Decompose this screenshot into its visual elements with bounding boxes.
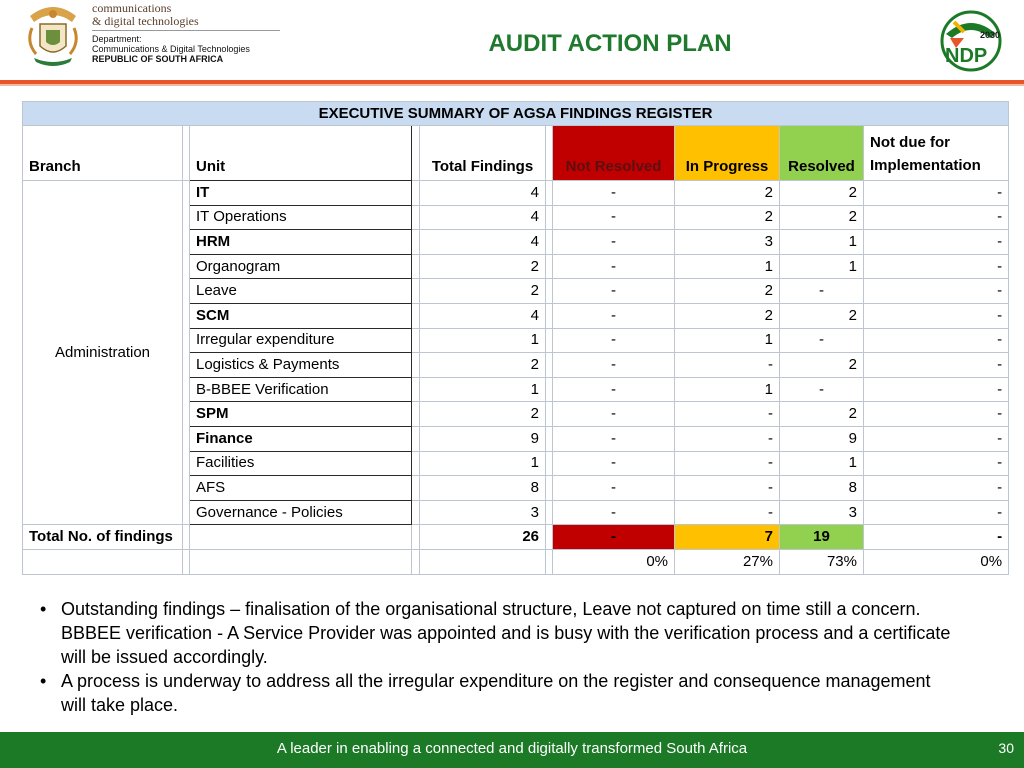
col-not-due xyxy=(864,126,1009,181)
not-resolved-cell: - xyxy=(553,500,675,525)
not-resolved-cell: - xyxy=(553,476,675,501)
not-due-cell: - xyxy=(864,500,1009,525)
not-resolved-cell: - xyxy=(553,451,675,476)
in-progress-cell: 1 xyxy=(675,328,780,353)
unit-cell: IT xyxy=(190,181,412,206)
note-item xyxy=(40,669,960,717)
not-resolved-cell: - xyxy=(553,230,675,255)
total-cell: 1 xyxy=(420,328,546,353)
pct-resolved: 73% xyxy=(780,549,864,574)
bullet-icon: • xyxy=(40,599,47,619)
in-progress-cell: - xyxy=(675,402,780,427)
totals-label: Total No. of findings xyxy=(23,525,183,550)
total-cell: 2 xyxy=(420,353,546,378)
not-due-cell: - xyxy=(864,476,1009,501)
not-due-cell: - xyxy=(864,402,1009,427)
totals-row xyxy=(23,525,1009,550)
in-progress-cell: - xyxy=(675,476,780,501)
ndp-text: NDP xyxy=(945,45,988,67)
col-total: Total Findings xyxy=(420,126,546,181)
total-cell: 8 xyxy=(420,476,546,501)
in-progress-cell: - xyxy=(675,500,780,525)
not-due-cell: - xyxy=(864,303,1009,328)
page-number: 30 xyxy=(998,740,1014,756)
brand-divider xyxy=(92,30,280,31)
unit-cell: AFS xyxy=(190,476,412,501)
not-resolved-cell: - xyxy=(553,353,675,378)
in-progress-cell: 1 xyxy=(675,254,780,279)
total-cell: 1 xyxy=(420,377,546,402)
page-title: AUDIT ACTION PLAN xyxy=(488,30,732,57)
not-resolved-cell: - xyxy=(553,181,675,206)
dept-label: Department: xyxy=(92,34,142,44)
unit-cell: Finance xyxy=(190,426,412,451)
not-due-cell: - xyxy=(864,451,1009,476)
resolved-cell: 3 xyxy=(780,500,864,525)
in-progress-cell: - xyxy=(675,426,780,451)
totals-not-resolved: - xyxy=(553,525,675,550)
not-due-cell: - xyxy=(864,426,1009,451)
unit-cell: Irregular expenditure xyxy=(190,328,412,353)
total-cell: 4 xyxy=(420,205,546,230)
not-due-cell: - xyxy=(864,181,1009,206)
not-due-cell: - xyxy=(864,377,1009,402)
totals-total: 26 xyxy=(420,525,546,550)
bullet-icon: • xyxy=(40,671,47,691)
unit-cell: Leave xyxy=(190,279,412,304)
coat-of-arms-logo xyxy=(22,2,84,68)
not-resolved-cell: - xyxy=(553,426,675,451)
resolved-cell: 1 xyxy=(780,254,864,279)
unit-cell: HRM xyxy=(190,230,412,255)
not-resolved-cell: - xyxy=(553,205,675,230)
not-due-cell: - xyxy=(864,230,1009,255)
notes-list xyxy=(40,597,960,717)
not-due-cell: - xyxy=(864,328,1009,353)
unit-cell: Organogram xyxy=(190,254,412,279)
in-progress-cell: 2 xyxy=(675,181,780,206)
total-cell: 1 xyxy=(420,451,546,476)
col-unit: Unit xyxy=(190,126,412,181)
table-header-row xyxy=(23,126,1009,181)
slide-footer xyxy=(0,732,1024,768)
resolved-cell: 8 xyxy=(780,476,864,501)
resolved-cell: - xyxy=(780,328,864,353)
not-due-cell: - xyxy=(864,353,1009,378)
total-cell: 9 xyxy=(420,426,546,451)
col-not-resolved: Not Resolved xyxy=(553,126,675,181)
col-resolved: Resolved xyxy=(780,126,864,181)
pct-in-progress: 27% xyxy=(675,549,780,574)
country-name: REPUBLIC OF SOUTH AFRICA xyxy=(92,54,224,64)
col-in-progress: In Progress xyxy=(675,126,780,181)
slide-header xyxy=(0,0,1024,84)
resolved-cell: 2 xyxy=(780,205,864,230)
dept-name: Communications & Digital Technologies xyxy=(92,44,250,54)
footer-tagline: A leader in enabling a connected and digitally transformed South Africa xyxy=(276,740,748,757)
header-divider-shadow xyxy=(0,84,1024,86)
pct-not-due: 0% xyxy=(864,549,1009,574)
resolved-cell: - xyxy=(780,279,864,304)
not-resolved-cell: - xyxy=(553,377,675,402)
not-resolved-cell: - xyxy=(553,328,675,353)
unit-cell: Governance - Policies xyxy=(190,500,412,525)
total-cell: 4 xyxy=(420,181,546,206)
table-row xyxy=(23,181,1009,206)
in-progress-cell: 1 xyxy=(675,377,780,402)
not-resolved-cell: - xyxy=(553,402,675,427)
note-item xyxy=(40,597,960,669)
not-due-cell: - xyxy=(864,279,1009,304)
note-text: Outstanding findings – finalisation of the organisational structure, Leave not captured on time still a concern. BBBEE verification - A Service Provider was appointed and is busy with the verification process and a certificate will be issued accordingly. xyxy=(61,599,951,667)
summary-table xyxy=(22,101,1009,575)
unit-cell: IT Operations xyxy=(190,205,412,230)
brand-line-2: & digital technologies xyxy=(92,14,199,28)
unit-cell: Logistics & Payments xyxy=(190,353,412,378)
not-due-cell: - xyxy=(864,254,1009,279)
table-body xyxy=(23,181,1009,525)
brand-line-1: communications xyxy=(92,1,172,15)
total-cell: 2 xyxy=(420,254,546,279)
in-progress-cell: 2 xyxy=(675,303,780,328)
not-resolved-cell: - xyxy=(553,279,675,304)
percentages-row xyxy=(23,549,1009,574)
total-cell: 4 xyxy=(420,303,546,328)
in-progress-cell: - xyxy=(675,353,780,378)
totals-in-progress: 7 xyxy=(675,525,780,550)
note-text: A process is underway to address all the irregular expenditure on the register and consequence management will take place. xyxy=(61,671,931,715)
resolved-cell: 1 xyxy=(780,230,864,255)
col-not-due-line1: Not due for xyxy=(870,134,950,151)
totals-not-due: - xyxy=(864,525,1009,550)
in-progress-cell: 2 xyxy=(675,279,780,304)
resolved-cell: 2 xyxy=(780,181,864,206)
total-cell: 2 xyxy=(420,279,546,304)
total-cell: 4 xyxy=(420,230,546,255)
in-progress-cell: - xyxy=(675,451,780,476)
table-title: EXECUTIVE SUMMARY OF AGSA FINDINGS REGISTER xyxy=(23,102,1009,126)
in-progress-cell: 2 xyxy=(675,205,780,230)
totals-resolved: 19 xyxy=(780,525,864,550)
resolved-cell: 2 xyxy=(780,402,864,427)
resolved-cell: 2 xyxy=(780,353,864,378)
not-resolved-cell: - xyxy=(553,254,675,279)
in-progress-cell: 3 xyxy=(675,230,780,255)
resolved-cell: 9 xyxy=(780,426,864,451)
unit-cell: Facilities xyxy=(190,451,412,476)
unit-cell: SPM xyxy=(190,402,412,427)
not-due-cell: - xyxy=(864,205,1009,230)
resolved-cell: - xyxy=(780,377,864,402)
branch-name: Administration xyxy=(23,181,183,525)
total-cell: 2 xyxy=(420,402,546,427)
resolved-cell: 2 xyxy=(780,303,864,328)
col-branch: Branch xyxy=(23,126,183,181)
unit-cell: SCM xyxy=(190,303,412,328)
ndp-year: 2030 xyxy=(980,30,1001,40)
ndp-2030-logo xyxy=(940,8,1002,74)
total-cell: 3 xyxy=(420,500,546,525)
department-block xyxy=(92,2,282,64)
unit-cell: B-BBEE Verification xyxy=(190,377,412,402)
col-not-due-line2: Implementation xyxy=(870,157,981,174)
table-title-row xyxy=(23,102,1009,126)
pct-not-resolved: 0% xyxy=(553,549,675,574)
not-resolved-cell: - xyxy=(553,303,675,328)
resolved-cell: 1 xyxy=(780,451,864,476)
findings-register-table xyxy=(22,101,1008,575)
